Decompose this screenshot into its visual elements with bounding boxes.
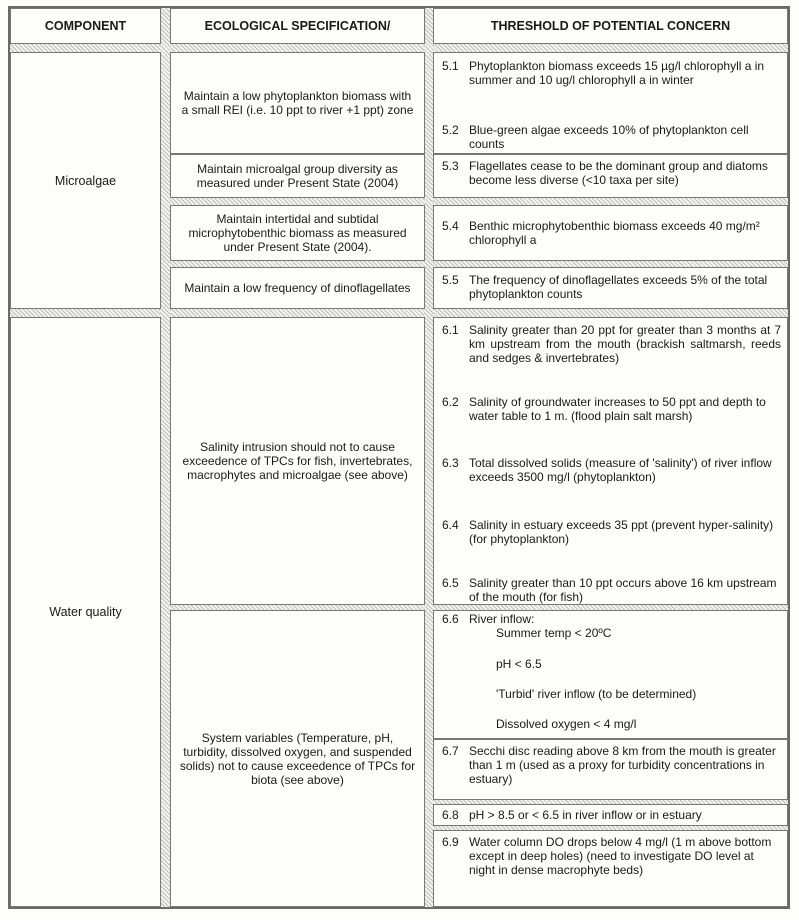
tpc-item [434, 123, 787, 151]
tpc-cell [433, 154, 788, 198]
spec-cell [170, 154, 425, 198]
tpc-text: Salinity greater than 10 ppt occurs above 16 km upstream of the mouth (for fish) [469, 576, 777, 604]
spec-text: Maintain intertidal and subtidal microphytobenthic biomass as measured under Present State (2004). [188, 212, 407, 254]
tpc-text: Salinity of groundwater increases to 50 ppt and depth to water table to 1 m. (flood plain salt marsh) [469, 395, 766, 423]
tpc-text: Secchi disc reading above 8 km from the mouth is greater than 1 m (used as a proxy for turbidity concentrations in estuary) [469, 744, 776, 786]
inflow-item: Dissolved oxygen < 4 mg/l [496, 717, 637, 731]
spec-text: System variables (Temperature, pH, turbidity, dissolved oxygen, and suspended solids) not to cause exceedence of TPCs for biota (see above) [179, 730, 416, 787]
tpc-number: 5.2 [442, 123, 459, 137]
spec-text: Salinity intrusion should not to cause exceedence of TPCs for fish, invertebrates, macrophytes and microalgae (see above) [182, 440, 413, 482]
tpc-item [434, 612, 787, 626]
tpc-number: 5.5 [442, 273, 459, 287]
tpc-item [434, 808, 787, 822]
inflow-item: pH < 6.5 [496, 657, 542, 671]
tpc-number: 6.3 [442, 456, 459, 470]
tpc-number: 6.5 [442, 576, 459, 590]
tpc-text: The frequency of dinoflagellates exceeds 5% of the total phytoplankton counts [469, 273, 768, 301]
tpc-cell [433, 830, 788, 907]
tpc-number: 6.1 [442, 323, 459, 337]
tpc-text: Water column DO drops below 4 mg/l (1 m above bottom except in deep holes) (need to investigate DO level at night in dense macrophyte beds) [469, 835, 772, 877]
tpc-cell [433, 267, 788, 309]
tpc-cell [433, 739, 788, 800]
tpc-text: River inflow: [469, 612, 535, 626]
tpc-item [434, 576, 787, 604]
spec-text: Maintain a low frequency of dinoflagellates [184, 281, 411, 295]
component-water-quality: Water quality [10, 317, 161, 907]
spec-text: Maintain microalgal group diversity as measured under Present State (2004) [196, 162, 399, 190]
tpc-cell [433, 52, 788, 154]
tpc-number: 6.8 [442, 808, 459, 822]
tpc-text: Salinity greater than 20 ppt for greater than 3 months at 7 km upstream from the mouth (brackish saltmarsh, reeds and sedges & invertebrates) [469, 323, 781, 365]
tpc-text: Blue-green algae exceeds 10% of phytoplankton cell counts [469, 123, 749, 151]
header-threshold: THRESHOLD OF POTENTIAL CONCERN [433, 8, 788, 44]
tpc-item [434, 835, 787, 877]
row-separator [433, 198, 788, 205]
tpc-item [434, 456, 787, 484]
tpc-text: Flagellates cease to be the dominant group and diatoms become less diverse (<10 taxa per site) [469, 159, 768, 187]
tpc-number: 5.4 [442, 219, 459, 233]
spec-cell [170, 610, 425, 907]
tpc-cell [433, 205, 788, 261]
inflow-item: Summer temp < 20ºC [496, 626, 612, 640]
tpc-table [8, 6, 790, 909]
tpc-item [434, 395, 787, 423]
tpc-item [434, 159, 787, 187]
spec-cell [170, 205, 425, 261]
header-component: COMPONENT [10, 8, 161, 44]
tpc-number: 6.6 [442, 612, 459, 626]
tpc-text: Phytoplankton biomass exceeds 15 µg/l chlorophyll a in summer and 10 ug/l chlorophyll a in winter [469, 59, 765, 87]
tpc-cell [433, 610, 788, 739]
inflow-item: 'Turbid' river inflow (to be determined) [496, 687, 697, 701]
tpc-cell [433, 317, 788, 605]
tpc-number: 6.7 [442, 744, 459, 758]
tpc-text: pH > 8.5 or < 6.5 in river inflow or in estuary [469, 808, 702, 822]
tpc-item [434, 219, 787, 247]
tpc-item [434, 323, 787, 365]
tpc-number: 5.3 [442, 159, 459, 173]
tpc-item [434, 744, 787, 786]
spec-cell [170, 267, 425, 309]
tpc-text: Total dissolved solids (measure of 'salinity') of river inflow exceeds 3500 mg/l (phytoplankton) [469, 456, 772, 484]
tpc-item [434, 273, 787, 301]
tpc-number: 6.4 [442, 518, 459, 532]
tpc-number: 6.2 [442, 395, 459, 409]
tpc-text: Salinity in estuary exceeds 35 ppt (prevent hyper-salinity) (for phytoplankton) [469, 518, 774, 546]
component-microalgae: Microalgae [10, 52, 161, 309]
spec-cell [170, 52, 425, 154]
tpc-number: 6.9 [442, 835, 459, 849]
tpc-item [434, 518, 787, 546]
spec-cell [170, 317, 425, 605]
spec-text: Maintain a low phytoplankton biomass with a small REI (i.e. 10 ppt to river +1 ppt) zone [181, 89, 414, 117]
tpc-text: Benthic microphytobenthic biomass exceeds 40 mg/m² chlorophyll a [469, 219, 760, 247]
tpc-number: 5.1 [442, 59, 459, 73]
tpc-item [434, 59, 787, 87]
tpc-cell [433, 804, 788, 826]
row-separator [170, 198, 425, 205]
header-specification: ECOLOGICAL SPECIFICATION/ [170, 8, 425, 44]
